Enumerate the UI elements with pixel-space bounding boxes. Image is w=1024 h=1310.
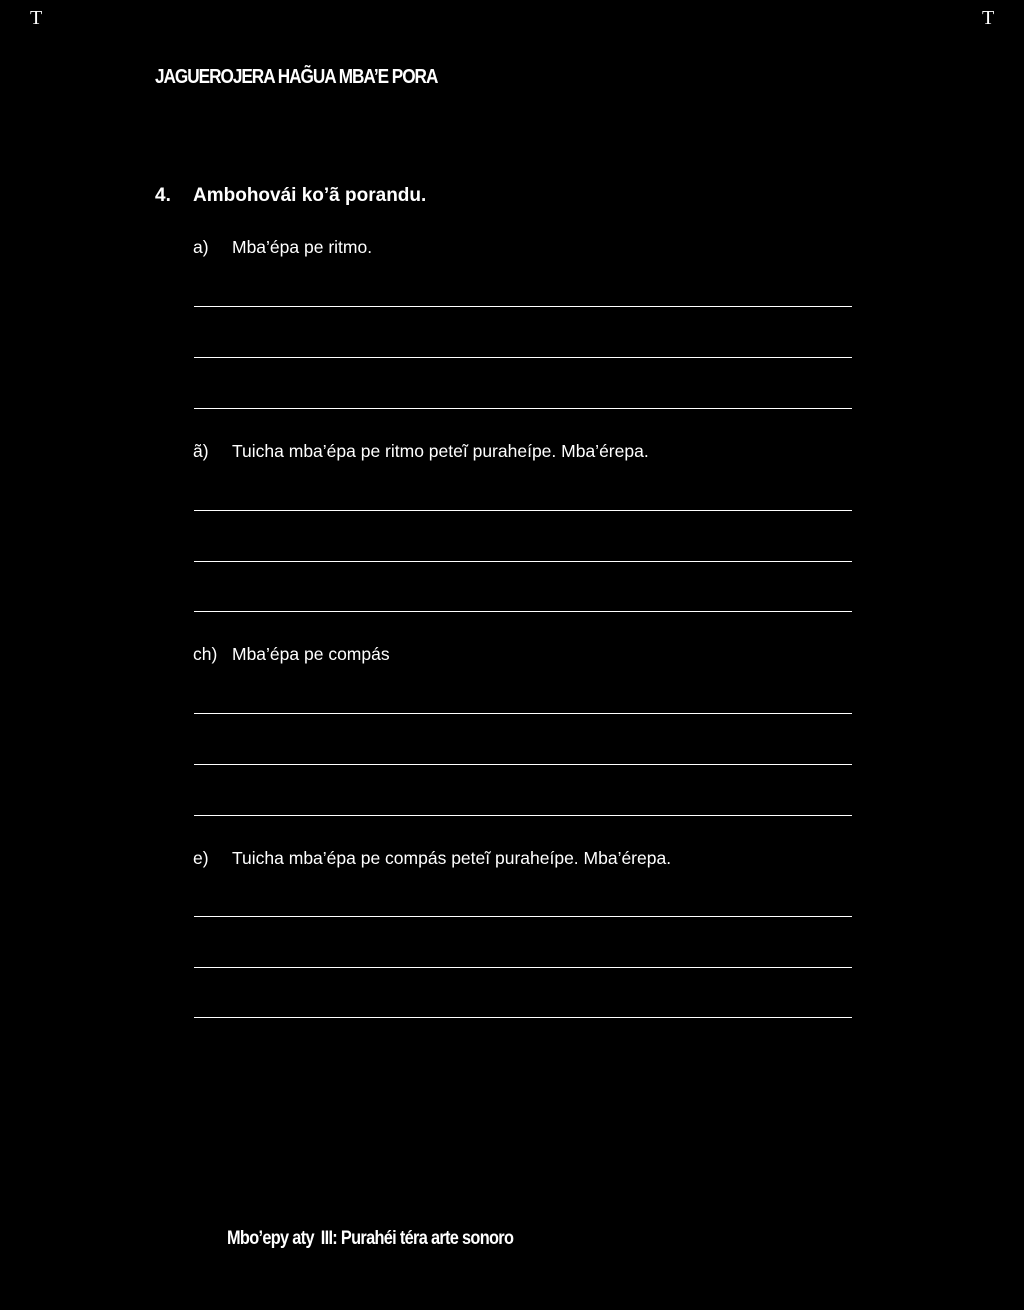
footer-number: III: xyxy=(320,1228,338,1249)
item-text: Mba’épa pe ritmo. xyxy=(232,237,373,257)
item-a xyxy=(193,237,372,258)
footer xyxy=(227,1228,513,1250)
footer-unit: Mbo’epy aty xyxy=(227,1228,314,1249)
item-text: Tuicha mba’épa pe compás peteĩ puraheípe. Mba’érepa. xyxy=(232,848,672,868)
answer-line[interactable] xyxy=(194,408,852,409)
crop-mark-right: T xyxy=(982,7,995,29)
answer-line[interactable] xyxy=(194,967,852,968)
item-letter: a) xyxy=(193,237,209,257)
footer-title: Purahéi téra arte sonoro xyxy=(340,1228,514,1249)
item-text: Tuicha mba’épa pe ritmo peteĩ puraheípe. Mba’érepa. xyxy=(232,441,649,461)
running-header: JAGUEROJERA HAG̃UA MBA’E PORA xyxy=(155,66,438,88)
question-number: 4. xyxy=(155,185,171,206)
answer-line[interactable] xyxy=(194,916,852,917)
question-title xyxy=(155,185,426,207)
answer-line[interactable] xyxy=(194,357,852,358)
item-ch xyxy=(193,644,390,665)
item-text: Mba’épa pe compás xyxy=(232,644,390,664)
answer-line[interactable] xyxy=(194,1017,852,1018)
answer-line[interactable] xyxy=(194,764,852,765)
answer-line[interactable] xyxy=(194,510,852,511)
item-e xyxy=(193,848,671,869)
answer-line[interactable] xyxy=(194,561,852,562)
answer-line[interactable] xyxy=(194,611,852,612)
answer-line[interactable] xyxy=(194,306,852,307)
item-letter: ch) xyxy=(193,644,218,664)
item-letter: ã) xyxy=(193,441,209,461)
crop-mark-left: T xyxy=(30,7,43,29)
answer-line[interactable] xyxy=(194,815,852,816)
answer-line[interactable] xyxy=(194,713,852,714)
question-text: Ambohovái ko’ã porandu. xyxy=(193,185,427,206)
item-letter: e) xyxy=(193,848,209,868)
item-a-tilde xyxy=(193,441,649,462)
